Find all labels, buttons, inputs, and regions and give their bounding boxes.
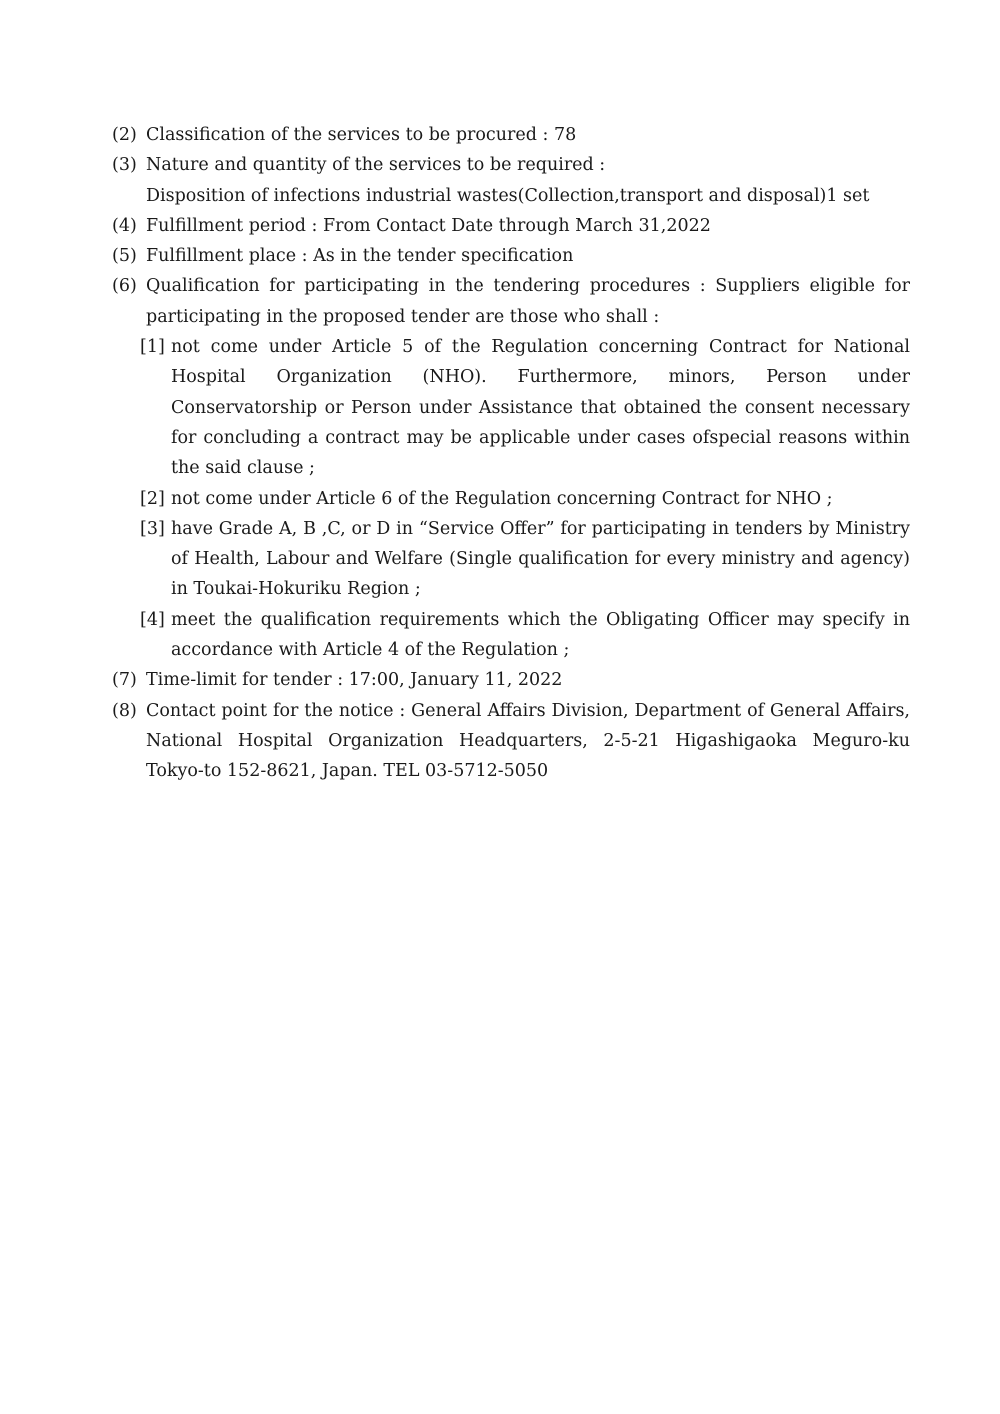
item-5 xyxy=(112,241,910,271)
subitem-text: not come under Article 5 of the Regulation concerning Contract for National Hospital Organization (NHO). Furthermore, minors, Person under Conservatorship or Person under Assistance that obtained the consent necessary for concluding a contract may be applicable under cases ofspecial reasons within the said clause ; xyxy=(171,337,910,479)
item-7 xyxy=(112,665,910,695)
item-8 xyxy=(112,696,910,787)
contact-point-text: Contact point for the notice : General Affairs Division, Department of General Affairs, National Hospital Organization Headquarters, 2-5-21 Higashigaoka Meguro-ku Tokyo-to 152-8621, Japan. TEL 03-5712-5050 xyxy=(146,700,910,782)
subitem-text: meet the qualification requirements which the Obligating Officer may specify in accordance with Article 4 of the Regulation ; xyxy=(171,609,910,661)
nature-quantity-text: Nature and quantity of the services to be required : xyxy=(146,155,606,176)
item-3 xyxy=(112,150,910,180)
item-number: (7) xyxy=(112,670,137,691)
fulfillment-period-text: Fulfillment period : From Contact Date through March 31,2022 xyxy=(146,215,711,236)
classification-text: Classification of the services to be procured : 78 xyxy=(146,125,577,145)
item-4 xyxy=(112,211,910,241)
qualification-subitem-1 xyxy=(140,332,910,483)
qualification-subitem-3 xyxy=(140,514,910,605)
nature-quantity-detail: Disposition of infections industrial wastes(Collection,transport and disposal)1 set xyxy=(146,185,870,206)
qualification-subitem-2 xyxy=(140,484,910,514)
item-6 xyxy=(112,271,910,332)
subitem-number: [2] xyxy=(140,488,165,509)
item-number: (3) xyxy=(112,155,137,176)
qualification-subitem-4 xyxy=(140,605,910,666)
subitem-number: [1] xyxy=(140,337,165,358)
time-limit-text: Time-limit for tender : 17:00, January 11, 2022 xyxy=(146,670,563,691)
item-2 xyxy=(112,120,910,150)
item-number: (5) xyxy=(112,246,137,267)
item-number: (4) xyxy=(112,215,137,236)
item-number: (8) xyxy=(112,700,137,721)
item-number: (6) xyxy=(112,276,137,297)
subitem-number: [3] xyxy=(140,518,165,539)
qualification-text: Qualification for participating in the tendering procedures : Suppliers eligible for participating in the proposed tender are those who shall : xyxy=(146,276,910,327)
subitem-text: not come under Article 6 of the Regulation concerning Contract for NHO ; xyxy=(171,488,833,509)
item-number: (2) xyxy=(112,125,137,145)
subitem-text: have Grade A, B ,C, or D in “Service Offer” for participating in tenders by Ministry of Health, Labour and Welfare (Single qualification for every ministry and agency) in Toukai-Hokuriku Region ; xyxy=(171,518,910,600)
subitem-number: [4] xyxy=(140,609,165,630)
fulfillment-place-text: Fulfillment place : As in the tender specification xyxy=(146,246,574,267)
document-body xyxy=(112,120,910,787)
